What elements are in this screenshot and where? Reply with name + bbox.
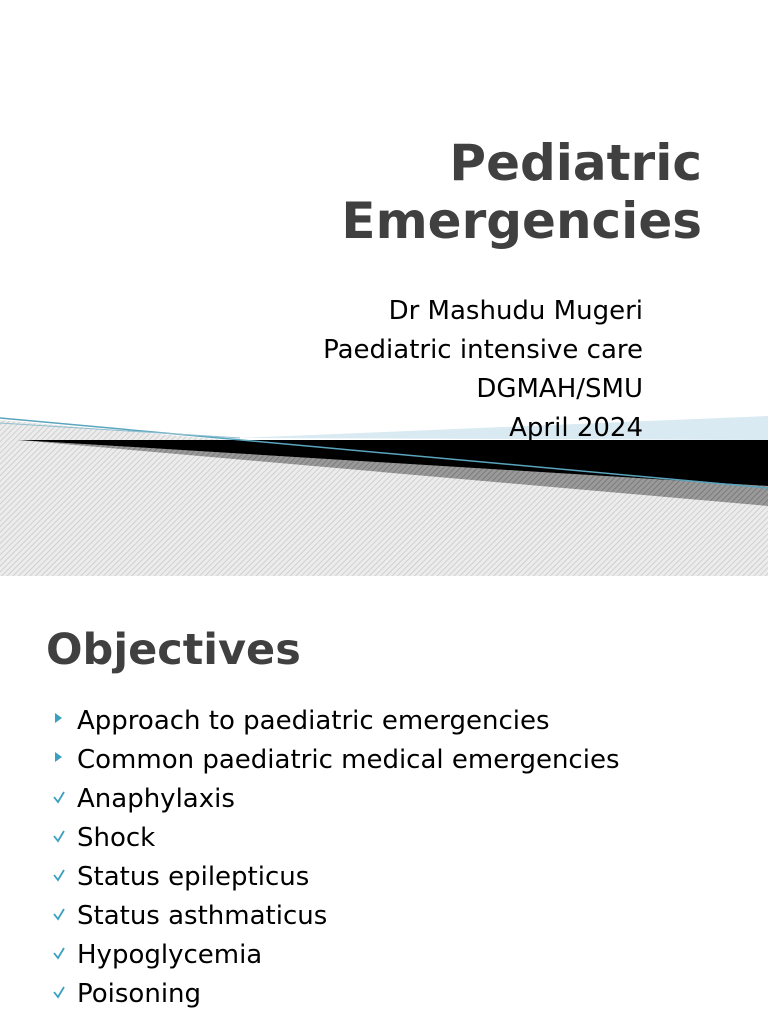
- list-item-text: Common paediatric medical emergencies: [77, 745, 620, 775]
- triangle-bullet-icon: [52, 702, 70, 741]
- presentation-title: [142, 134, 702, 250]
- list-item: [52, 780, 619, 819]
- list-item-text: Anaphylaxis: [77, 784, 235, 814]
- author-department: Paediatric intensive care: [323, 335, 643, 365]
- checkmark-bullet-icon: [52, 780, 70, 819]
- checkmark-bullet-icon: [52, 819, 70, 858]
- list-item-text: Status epilepticus: [77, 862, 310, 892]
- list-item-text: Shock: [77, 823, 156, 853]
- title-line-2: Emergencies: [341, 192, 702, 250]
- list-item: [52, 819, 619, 858]
- list-item-text: Approach to paediatric emergencies: [77, 706, 550, 736]
- list-item: [52, 741, 619, 780]
- list-item-text: Hypoglycemia: [77, 940, 263, 970]
- presentation-subtitle: [143, 292, 643, 448]
- list-item: [52, 975, 619, 1014]
- checkmark-bullet-icon: [52, 897, 70, 936]
- title-line-1: Pediatric: [449, 134, 702, 192]
- list-item-text: Status asthmaticus: [77, 901, 328, 931]
- list-item: [52, 702, 619, 741]
- list-item: [52, 936, 619, 975]
- checkmark-bullet-icon: [52, 858, 70, 897]
- objectives-list: [52, 702, 619, 1014]
- checkmark-bullet-icon: [52, 975, 70, 1014]
- objectives-slide: [0, 576, 768, 1024]
- checkmark-bullet-icon: [52, 936, 70, 975]
- list-item-text: Poisoning: [77, 979, 202, 1009]
- triangle-bullet-icon: [52, 741, 70, 780]
- list-item: [52, 897, 619, 936]
- author-institution: DGMAH/SMU: [476, 374, 643, 404]
- author-name: Dr Mashudu Mugeri: [388, 296, 643, 326]
- list-item: [52, 858, 619, 897]
- presentation-date: April 2024: [509, 413, 643, 443]
- slide-title: Objectives: [46, 625, 301, 675]
